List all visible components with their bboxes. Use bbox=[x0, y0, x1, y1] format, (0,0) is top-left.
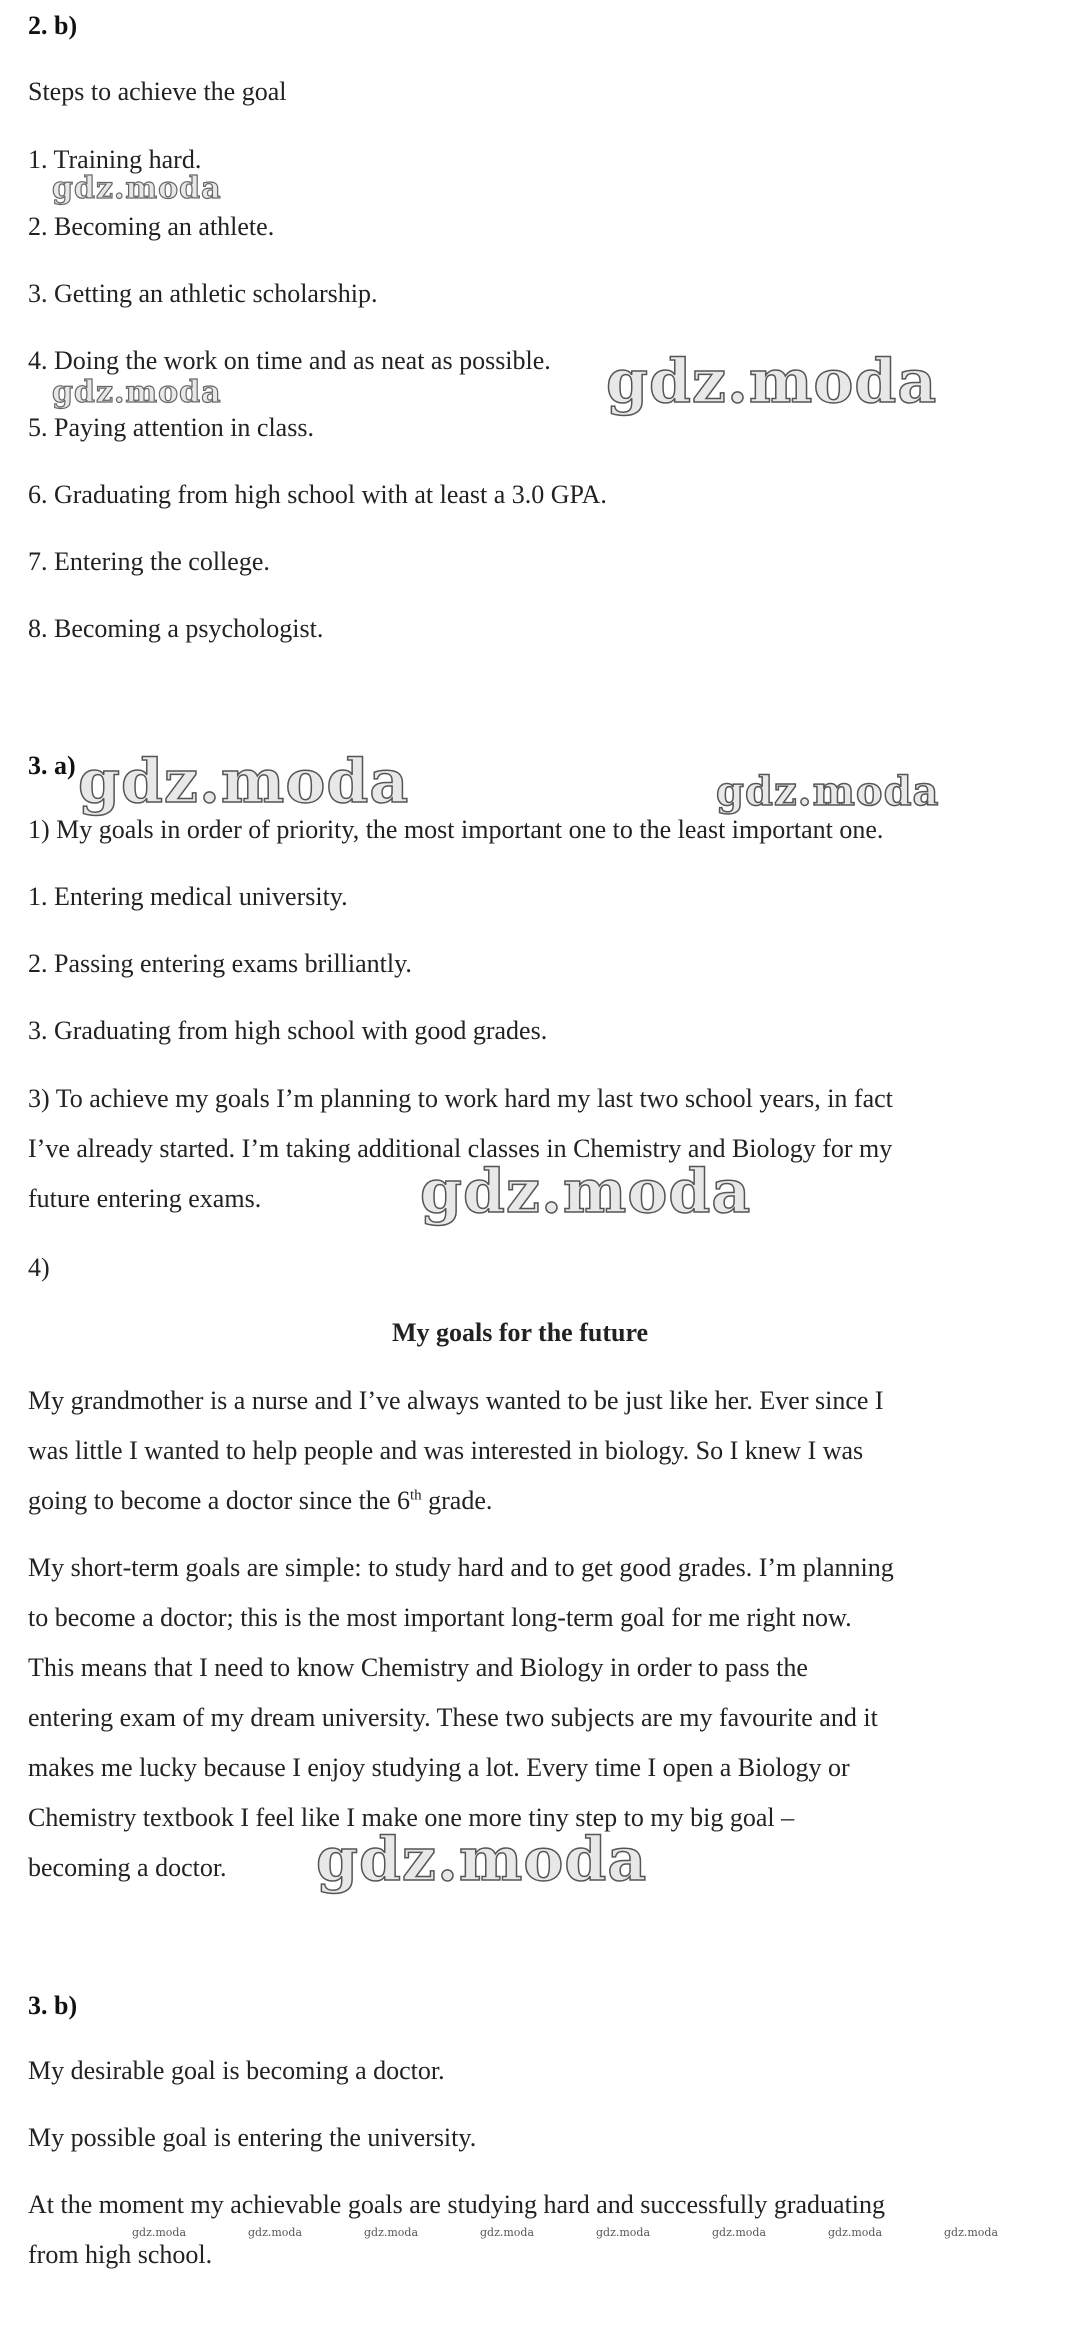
section-3b-heading: 3. b) bbox=[28, 1991, 78, 2020]
watermark-logo-tiny: gdz.moda bbox=[364, 2226, 419, 2239]
step-item: 2. Becoming an athlete. bbox=[28, 212, 275, 241]
watermark-logo-tiny: gdz.moda bbox=[248, 2226, 303, 2239]
goal-item: 3. Graduating from high school with good grades. bbox=[28, 1016, 548, 1045]
essay-line: was little I wanted to help people and was interested in biology. So I knew I was bbox=[28, 1436, 864, 1465]
watermark-logo: gdz.moda bbox=[52, 375, 222, 410]
watermark-logo: gdz.moda bbox=[606, 347, 938, 417]
essay-line: My short-term goals are simple: to study hard and to get good grades. I’m planning bbox=[28, 1553, 894, 1582]
essay-paragraph-1 bbox=[28, 1376, 1018, 1526]
section-2b-heading: 2. b) bbox=[28, 11, 78, 40]
watermark-logo: gdz.moda bbox=[52, 171, 222, 206]
ordinal-superscript: th bbox=[409, 1487, 422, 1504]
goal-item: 2. Passing entering exams brilliantly. bbox=[28, 949, 412, 978]
watermark-logo-tiny: gdz.moda bbox=[132, 2226, 187, 2239]
essay-line: to become a doctor; this is the most important long-term goal for me right now. bbox=[28, 1603, 852, 1632]
watermark-logo: gdz.moda bbox=[316, 1825, 648, 1895]
watermark-logo-tiny: gdz.moda bbox=[944, 2226, 999, 2239]
essay-line-with-superscript bbox=[28, 1476, 1018, 1526]
watermark-logo-tiny: gdz.moda bbox=[480, 2226, 535, 2239]
watermark-logo-tiny: gdz.moda bbox=[828, 2226, 883, 2239]
question-4-label: 4) bbox=[28, 1253, 50, 1282]
section-3a-heading: 3. a) bbox=[28, 751, 76, 780]
essay-line: entering exam of my dream university. These two subjects are my favourite and it bbox=[28, 1703, 878, 1732]
section-2b-intro: Steps to achieve the goal bbox=[28, 77, 287, 106]
essay-line-part: grade. bbox=[421, 1486, 493, 1515]
essay-line: becoming a doctor. bbox=[28, 1853, 227, 1882]
goal-statement: My desirable goal is becoming a doctor. bbox=[28, 2056, 445, 2085]
goal-line: from high school. bbox=[28, 2240, 213, 2269]
step-item: 5. Paying attention in class. bbox=[28, 413, 314, 442]
essay-line: Chemistry textbook I feel like I make one more tiny step to my big goal – bbox=[28, 1803, 795, 1832]
step-item: 4. Doing the work on time and as neat as possible. bbox=[28, 346, 551, 375]
step-item: 6. Graduating from high school with at least a 3.0 GPA. bbox=[28, 480, 607, 509]
watermark-logo: gdz.moda bbox=[716, 768, 940, 815]
essay-line: My grandmother is a nurse and I’ve always wanted to be just like her. Ever since I bbox=[28, 1386, 884, 1415]
step-item: 7. Entering the college. bbox=[28, 547, 270, 576]
step-item: 3. Getting an athletic scholarship. bbox=[28, 279, 378, 308]
plan-line: 3) To achieve my goals I’m planning to work hard my last two school years, in fact bbox=[28, 1084, 893, 1113]
essay-line-part: going to become a doctor since the 6 bbox=[28, 1486, 410, 1515]
goals-priority-question: 1) My goals in order of priority, the most important one to the least important one. bbox=[28, 815, 884, 844]
watermark-logo-tiny: gdz.moda bbox=[596, 2226, 651, 2239]
watermark-logo: gdz.moda bbox=[78, 747, 410, 817]
plan-line: I’ve already started. I’m taking additional classes in Chemistry and Biology for my bbox=[28, 1134, 893, 1163]
goal-line: At the moment my achievable goals are studying hard and successfully graduating bbox=[28, 2190, 886, 2219]
essay-line: This means that I need to know Chemistry and Biology in order to pass the bbox=[28, 1653, 808, 1682]
plan-line: future entering exams. bbox=[28, 1184, 262, 1213]
essay-line: makes me lucky because I enjoy studying a lot. Every time I open a Biology or bbox=[28, 1753, 850, 1782]
step-item: 1. Training hard. bbox=[28, 145, 202, 174]
goal-statement: My possible goal is entering the university. bbox=[28, 2123, 477, 2152]
step-item: 8. Becoming a psychologist. bbox=[28, 614, 324, 643]
essay-title: My goals for the future bbox=[391, 1318, 649, 1347]
watermark-logo: gdz.moda bbox=[420, 1157, 752, 1227]
watermark-logo-tiny: gdz.moda bbox=[712, 2226, 767, 2239]
goal-item: 1. Entering medical university. bbox=[28, 882, 348, 911]
